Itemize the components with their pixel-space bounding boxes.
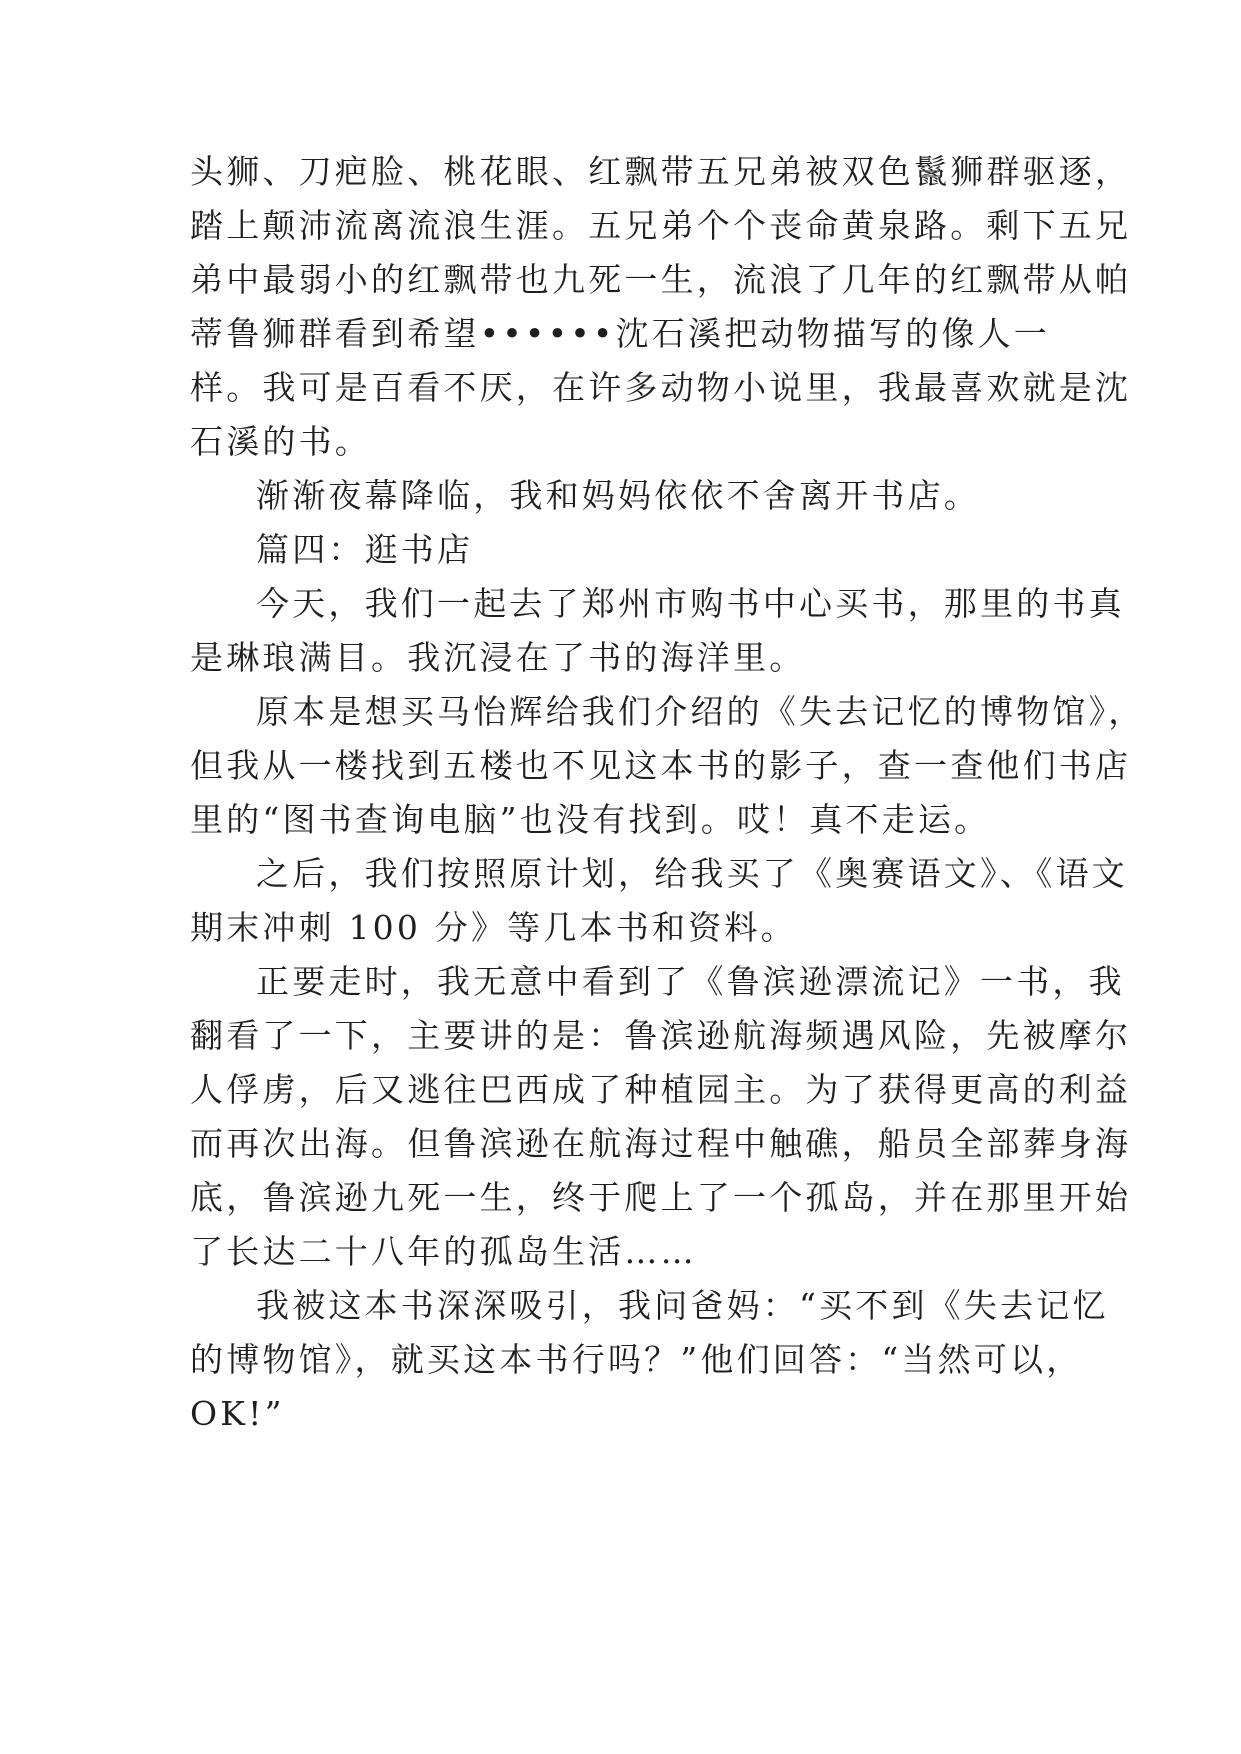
text-line-13: 里的“图书查询电脑”也没有找到。哎！真不走运。 — [190, 800, 991, 839]
text-line-14: 之后，我们按照原计划，给我买了《奥赛语文》、《语文 — [256, 854, 1128, 893]
text-line-20: 底，鲁滨逊九死一生，终于爬上了一个孤岛，并在那里开始 — [190, 1178, 1132, 1217]
text-line-16: 正要走时，我无意中看到了《鲁滨逊漂流记》一书，我 — [256, 962, 1125, 1001]
text-line-24: OK!” — [190, 1394, 285, 1433]
text-line-17: 翻看了一下，主要讲的是：鲁滨逊航海频遇风险，先被摩尔 — [190, 1016, 1132, 1055]
text-line-18: 人俘虏，后又逃往巴西成了种植园主。为了获得更高的利益 — [190, 1070, 1132, 1109]
text-line-12: 但我从一楼找到五楼也不见这本书的影子，查一查他们书店 — [190, 746, 1132, 785]
text-line-11: 原本是想买马怡辉给我们介绍的《失去记忆的博物馆》， — [256, 692, 1145, 731]
text-line-21: 了长达二十八年的孤岛生活…… — [190, 1232, 697, 1271]
section-heading: 篇四：逛书店 — [256, 530, 474, 569]
text-line-15: 期末冲刺 100 分》等几本书和资料。 — [190, 908, 797, 947]
text-line-10: 是琳琅满目。我沉浸在了书的海洋里。 — [190, 638, 806, 677]
text-line-2: 踏上颠沛流离流浪生涯。五兄弟个个丧命黄泉路。剩下五兄 — [190, 206, 1132, 245]
text-line-23: 的博物馆》，就买这本书行吗？”他们回答：“当然可以， — [190, 1340, 1083, 1379]
text-line-7: 渐渐夜幕降临，我和妈妈依依不舍离开书店。 — [256, 476, 980, 515]
text-line-9: 今天，我们一起去了郑州市购书中心买书，那里的书真 — [256, 584, 1125, 623]
text-line-3: 弟中最弱小的红飘带也九死一生，流浪了几年的红飘带从帕 — [190, 260, 1132, 299]
text-line-5: 样。我可是百看不厌，在许多动物小说里，我最喜欢就是沈 — [190, 368, 1132, 407]
text-line-4: 蒂鲁狮群看到希望••••••沈石溪把动物描写的像人一 — [190, 314, 1050, 353]
text-line-6: 石溪的书。 — [190, 422, 371, 461]
text-line-22: 我被这本书深深吸引，我问爸妈：“买不到《失去记忆 — [256, 1286, 1109, 1325]
text-line-1: 头狮、刀疤脸、桃花眼、红飘带五兄弟被双色鬣狮群驱逐， — [190, 152, 1132, 191]
text-line-19: 而再次出海。但鲁滨逊在航海过程中触礁，船员全部葬身海 — [190, 1124, 1132, 1163]
